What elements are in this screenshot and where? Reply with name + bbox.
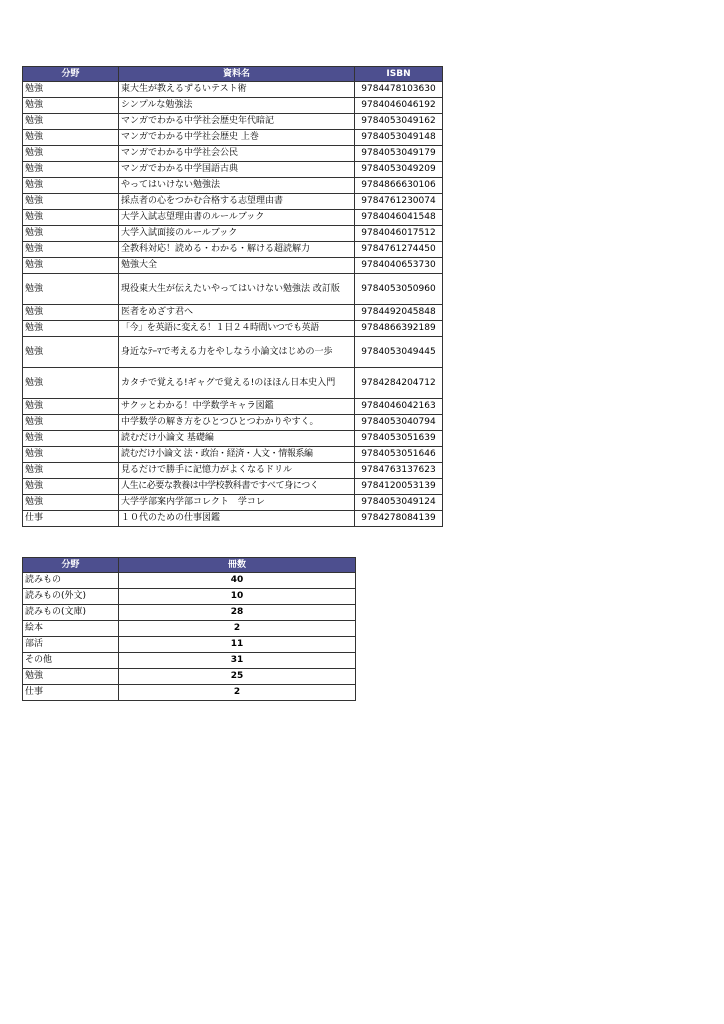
row-isbn: 9784866392189 xyxy=(355,321,443,337)
row-category: 勉強 xyxy=(23,495,119,511)
row-category: 勉強 xyxy=(23,146,119,162)
row-category: 勉強 xyxy=(23,368,119,399)
row-category: 勉強 xyxy=(23,337,119,368)
table-row xyxy=(23,114,443,130)
header-isbn: ISBN xyxy=(355,67,443,82)
row-title: 大学入試志望理由書のルールブック xyxy=(119,210,355,226)
summary-count: 25 xyxy=(119,669,356,685)
row-category: 勉強 xyxy=(23,226,119,242)
row-category: 勉強 xyxy=(23,178,119,194)
table-row xyxy=(23,669,356,685)
table-row xyxy=(23,431,443,447)
row-isbn: 9784492045848 xyxy=(355,305,443,321)
row-title: 読むだけ小論文 法・政治・経済・人文・情報系編 xyxy=(119,447,355,463)
row-title: マンガでわかる中学国語古典 xyxy=(119,162,355,178)
summary-category: 仕事 xyxy=(23,685,119,701)
row-title: 「今」を英語に変える！１日２４時間いつでも英語 xyxy=(119,321,355,337)
table-row xyxy=(23,495,443,511)
table-row xyxy=(23,130,443,146)
row-isbn: 9784053040794 xyxy=(355,415,443,431)
table-row xyxy=(23,146,443,162)
row-category: 勉強 xyxy=(23,447,119,463)
summary-count: 11 xyxy=(119,637,356,653)
row-title: マンガでわかる中学社会公民 xyxy=(119,146,355,162)
table-row xyxy=(23,82,443,98)
header-category: 分野 xyxy=(23,558,119,573)
row-isbn: 9784866630106 xyxy=(355,178,443,194)
row-isbn: 9784053051639 xyxy=(355,431,443,447)
row-category: 勉強 xyxy=(23,431,119,447)
row-isbn: 9784053049209 xyxy=(355,162,443,178)
row-title: 現役東大生が伝えたいやってはいけない勉強法 改訂版 xyxy=(119,274,355,305)
row-title: 大学入試面接のルールブック xyxy=(119,226,355,242)
summary-count: 2 xyxy=(119,621,356,637)
row-category: 勉強 xyxy=(23,463,119,479)
row-category: 勉強 xyxy=(23,210,119,226)
row-title: マンガでわかる中学社会歴史年代暗記 xyxy=(119,114,355,130)
table-row xyxy=(23,415,443,431)
table-row xyxy=(23,685,356,701)
row-isbn: 9784763137623 xyxy=(355,463,443,479)
row-isbn: 9784120053139 xyxy=(355,479,443,495)
row-title: 大学学部案内学部コレクト 学コレ xyxy=(119,495,355,511)
row-isbn: 9784053049148 xyxy=(355,130,443,146)
row-title: カタチで覚える!ギャグで覚える!のほほん日本史入門 xyxy=(119,368,355,399)
summary-header-row xyxy=(23,558,356,573)
row-title: サクッとわかる！中学数学キャラ図鑑 xyxy=(119,399,355,415)
table-row xyxy=(23,162,443,178)
row-category: 勉強 xyxy=(23,399,119,415)
books-header-row xyxy=(23,67,443,82)
row-title: １０代のための仕事図鑑 xyxy=(119,511,355,527)
row-isbn: 9784053049124 xyxy=(355,495,443,511)
row-title: マンガでわかる中学社会歴史 上巻 xyxy=(119,130,355,146)
summary-category: 読みもの(外文) xyxy=(23,589,119,605)
summary-category: 読みもの xyxy=(23,573,119,589)
row-title: 採点者の心をつかむ合格する志望理由書 xyxy=(119,194,355,210)
table-row xyxy=(23,305,443,321)
table-row xyxy=(23,337,443,368)
table-row xyxy=(23,242,443,258)
table-row xyxy=(23,479,443,495)
row-category: 勉強 xyxy=(23,194,119,210)
summary-category: 部活 xyxy=(23,637,119,653)
row-title: 読むだけ小論文 基礎編 xyxy=(119,431,355,447)
table-row xyxy=(23,399,443,415)
table-row xyxy=(23,621,356,637)
table-row xyxy=(23,573,356,589)
summary-category: 勉強 xyxy=(23,669,119,685)
summary-count: 28 xyxy=(119,605,356,621)
table-row xyxy=(23,653,356,669)
row-category: 勉強 xyxy=(23,114,119,130)
table-row xyxy=(23,178,443,194)
row-title: 中学数学の解き方をひとつひとつわかりやすく。 xyxy=(119,415,355,431)
row-category: 勉強 xyxy=(23,82,119,98)
header-count: 冊数 xyxy=(119,558,356,573)
row-category: 勉強 xyxy=(23,162,119,178)
row-title: 人生に必要な教養は中学校教科書ですべて身につく xyxy=(119,479,355,495)
header-category: 分野 xyxy=(23,67,119,82)
row-isbn: 9784278084139 xyxy=(355,511,443,527)
row-category: 勉強 xyxy=(23,321,119,337)
summary-count: 40 xyxy=(119,573,356,589)
table-row xyxy=(23,463,443,479)
row-isbn: 9784046017512 xyxy=(355,226,443,242)
row-category: 勉強 xyxy=(23,98,119,114)
row-isbn: 9784761274450 xyxy=(355,242,443,258)
row-isbn: 9784046042163 xyxy=(355,399,443,415)
summary-category: その他 xyxy=(23,653,119,669)
table-row xyxy=(23,637,356,653)
row-isbn: 9784761230074 xyxy=(355,194,443,210)
summary-count: 10 xyxy=(119,589,356,605)
table-row xyxy=(23,194,443,210)
row-category: 勉強 xyxy=(23,258,119,274)
books-table xyxy=(22,66,443,527)
row-isbn: 9784284204712 xyxy=(355,368,443,399)
table-row xyxy=(23,447,443,463)
row-title: 勉強大全 xyxy=(119,258,355,274)
row-category: 勉強 xyxy=(23,479,119,495)
summary-count: 2 xyxy=(119,685,356,701)
row-title: 東大生が教えるずるいテスト術 xyxy=(119,82,355,98)
row-category: 勉強 xyxy=(23,274,119,305)
row-isbn: 9784053049162 xyxy=(355,114,443,130)
row-category: 勉強 xyxy=(23,305,119,321)
row-isbn: 9784053049179 xyxy=(355,146,443,162)
row-title: 身近なﾃｰﾏで考える力をやしなう小論文はじめの一歩 xyxy=(119,337,355,368)
table-row xyxy=(23,589,356,605)
table-row xyxy=(23,368,443,399)
row-isbn: 9784046041548 xyxy=(355,210,443,226)
table-row xyxy=(23,98,443,114)
row-title: 医者をめざす君へ xyxy=(119,305,355,321)
row-category: 仕事 xyxy=(23,511,119,527)
row-category: 勉強 xyxy=(23,415,119,431)
table-row xyxy=(23,226,443,242)
row-isbn: 9784053050960 xyxy=(355,274,443,305)
summary-category: 絵本 xyxy=(23,621,119,637)
table-row xyxy=(23,605,356,621)
row-category: 勉強 xyxy=(23,242,119,258)
summary-table xyxy=(22,557,356,701)
table-row xyxy=(23,274,443,305)
table-row xyxy=(23,321,443,337)
summary-count: 31 xyxy=(119,653,356,669)
row-title: やってはいけない勉強法 xyxy=(119,178,355,194)
row-isbn: 9784053049445 xyxy=(355,337,443,368)
row-title: 全教科対応！読める・わかる・解ける超読解力 xyxy=(119,242,355,258)
row-isbn: 9784478103630 xyxy=(355,82,443,98)
summary-category: 読みもの(文庫) xyxy=(23,605,119,621)
header-title: 資料名 xyxy=(119,67,355,82)
table-row xyxy=(23,258,443,274)
row-isbn: 9784053051646 xyxy=(355,447,443,463)
row-isbn: 9784040653730 xyxy=(355,258,443,274)
row-title: 見るだけで勝手に記憶力がよくなるドリル xyxy=(119,463,355,479)
row-isbn: 9784046046192 xyxy=(355,98,443,114)
table-row xyxy=(23,210,443,226)
row-category: 勉強 xyxy=(23,130,119,146)
row-title: シンプルな勉強法 xyxy=(119,98,355,114)
table-row xyxy=(23,511,443,527)
